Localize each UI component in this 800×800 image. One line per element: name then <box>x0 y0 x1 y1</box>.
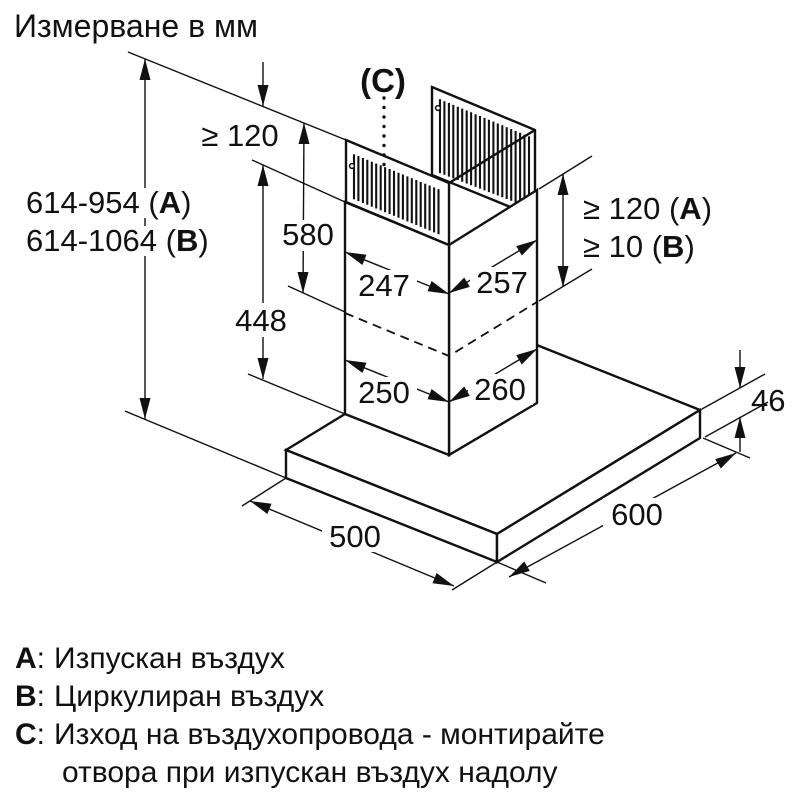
dim-low-front-width: 250 <box>358 375 410 410</box>
screw-hole <box>350 164 355 169</box>
dim-mid-side-width: 257 <box>476 265 528 300</box>
dim-upper-flue-length: 580 <box>282 217 334 252</box>
dim-body-width: 600 <box>611 497 663 532</box>
screw-hole <box>436 106 441 111</box>
dim-body-depth: 500 <box>329 519 381 554</box>
dim-mid-front-width: 247 <box>358 268 410 303</box>
dim-total-height-b: 614-1064 (B) <box>26 223 209 258</box>
legend-item-a: A: Изпускан въздух <box>15 642 285 675</box>
legend-item-c-line2: отвора при изпускан въздух надолу <box>62 756 558 789</box>
marker-c: (C) <box>360 62 406 99</box>
dim-overlap-b: ≥ 10 (B) <box>583 229 695 264</box>
dim-lower-flue-length: 448 <box>235 303 287 338</box>
dim-overlap-a: ≥ 120 (A) <box>583 191 713 226</box>
dim-body-height: 46 <box>751 383 786 418</box>
page-title: Измерване в мм <box>14 8 258 44</box>
dim-total-height-a: 614-954 (A) <box>26 185 192 220</box>
legend <box>15 640 605 792</box>
dim-low-side-width: 260 <box>474 372 526 407</box>
legend-item-b: B: Циркулиран въздух <box>15 680 325 713</box>
legend-item-c: C: Изход на въздухопровода - монтирайте <box>15 718 605 751</box>
dim-top-clearance: ≥ 120 <box>201 118 279 153</box>
